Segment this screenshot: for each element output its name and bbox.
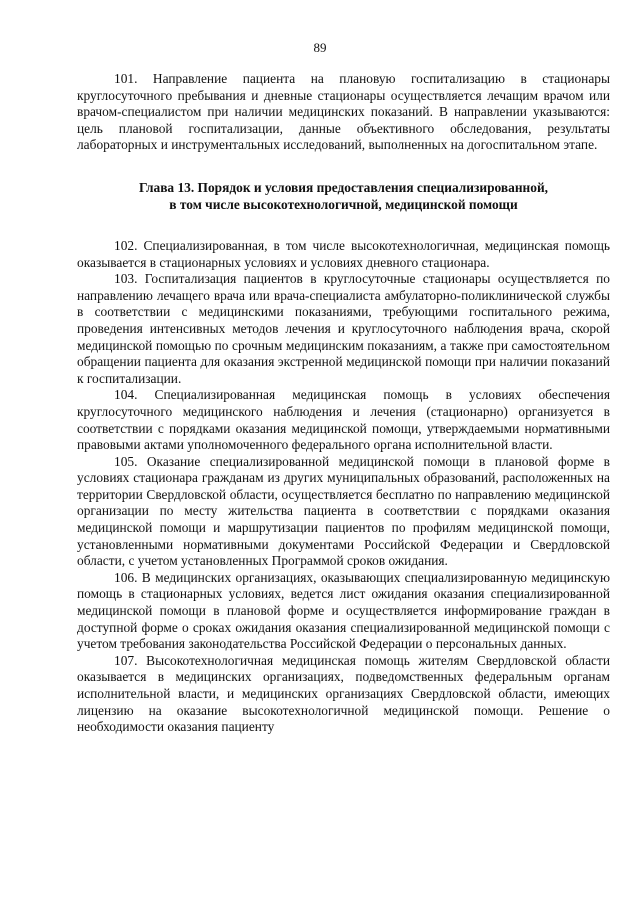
paragraph-103: 103. Госпитализация пациентов в круглосуточные стационары осуществляется по направлению лечащего врача или врача-специалиста амбулаторно-поликлинической службы в соответствии с медицинскими показаниями, требующими госпитального режима, проведения интенсивных методов лечения и круглосуточного наблюдения врача, скорой медицинской помощью по срочным медицинским показаниям, а также при самостоятельном обращении пациента для оказания экстренной медицинской помощи при наличии показаний к госпитализации. <box>77 271 610 386</box>
paragraph-104: 104. Специализированная медицинская помощь в условиях обеспечения круглосуточного медицинского наблюдения и лечения (стационарно) организуется в соответствии с порядками оказания медицинской помощи, утверждаемыми нормативными правовыми актами уполномоченного федерального органа исполнительной власти. <box>77 387 610 453</box>
paragraph-107: 107. Высокотехнологичная медицинская помощь жителям Свердловской области оказывается в медицинских организациях, подведомственных федеральным органам исполнительной власти, и медицинских организациях Свердловской области, имеющих лицензию на оказание высокотехнологичной медицинской помощи. Решение о необходимости оказания пациенту <box>77 652 610 735</box>
paragraph-106: 106. В медицинских организациях, оказывающих специализированную медицинскую помощь в стационарных условиях, ведется лист ожидания оказания специализированной медицинской помощи в плановой форме и осуществляется информирование граждан в доступной форме о сроках ожидания оказания специализированной медицинской помощи с учетом требования законодательства Российской Федерации о персональных данных. <box>77 569 610 652</box>
paragraph-105: 105. Оказание специализированной медицинской помощи в плановой форме в условиях стационара гражданам из других муниципальных образований, расположенных на территории Свердловской области, осуществляется бесплатно по направлению медицинской организации по месту жительства пациента в соответствии с порядками оказания медицинской помощи и маршрутизации пациентов по профилям медицинской помощи, установленными нормативными документами Российской Федерации и Свердловской области, с учетом установленных Программой сроков ожидания. <box>77 453 610 569</box>
chapter-heading-line-2: в том числе высокотехнологичной, медицинской помощи <box>169 196 518 212</box>
paragraph-102: 102. Специализированная, в том числе высокотехнологичная, медицинская помощь оказывается в стационарных условиях и условиях дневного стационара. <box>77 237 610 270</box>
chapter-heading <box>77 179 610 213</box>
page-number: 89 <box>313 40 327 55</box>
paragraph-101: 101. Направление пациента на плановую госпитализацию в стационары круглосуточного пребывания и дневные стационары осуществляется лечащим врачом или врачом-специалистом при наличии медицинских показаний. В направлении указываются: цель плановой госпитализации, данные объективного обследования, результаты лабораторных и инструментальных исследований, выполненных на догоспитальном этапе. <box>77 71 610 153</box>
document-body <box>77 71 610 736</box>
chapter-heading-line-1: Глава 13. Порядок и условия предоставления специализированной, <box>138 179 549 195</box>
